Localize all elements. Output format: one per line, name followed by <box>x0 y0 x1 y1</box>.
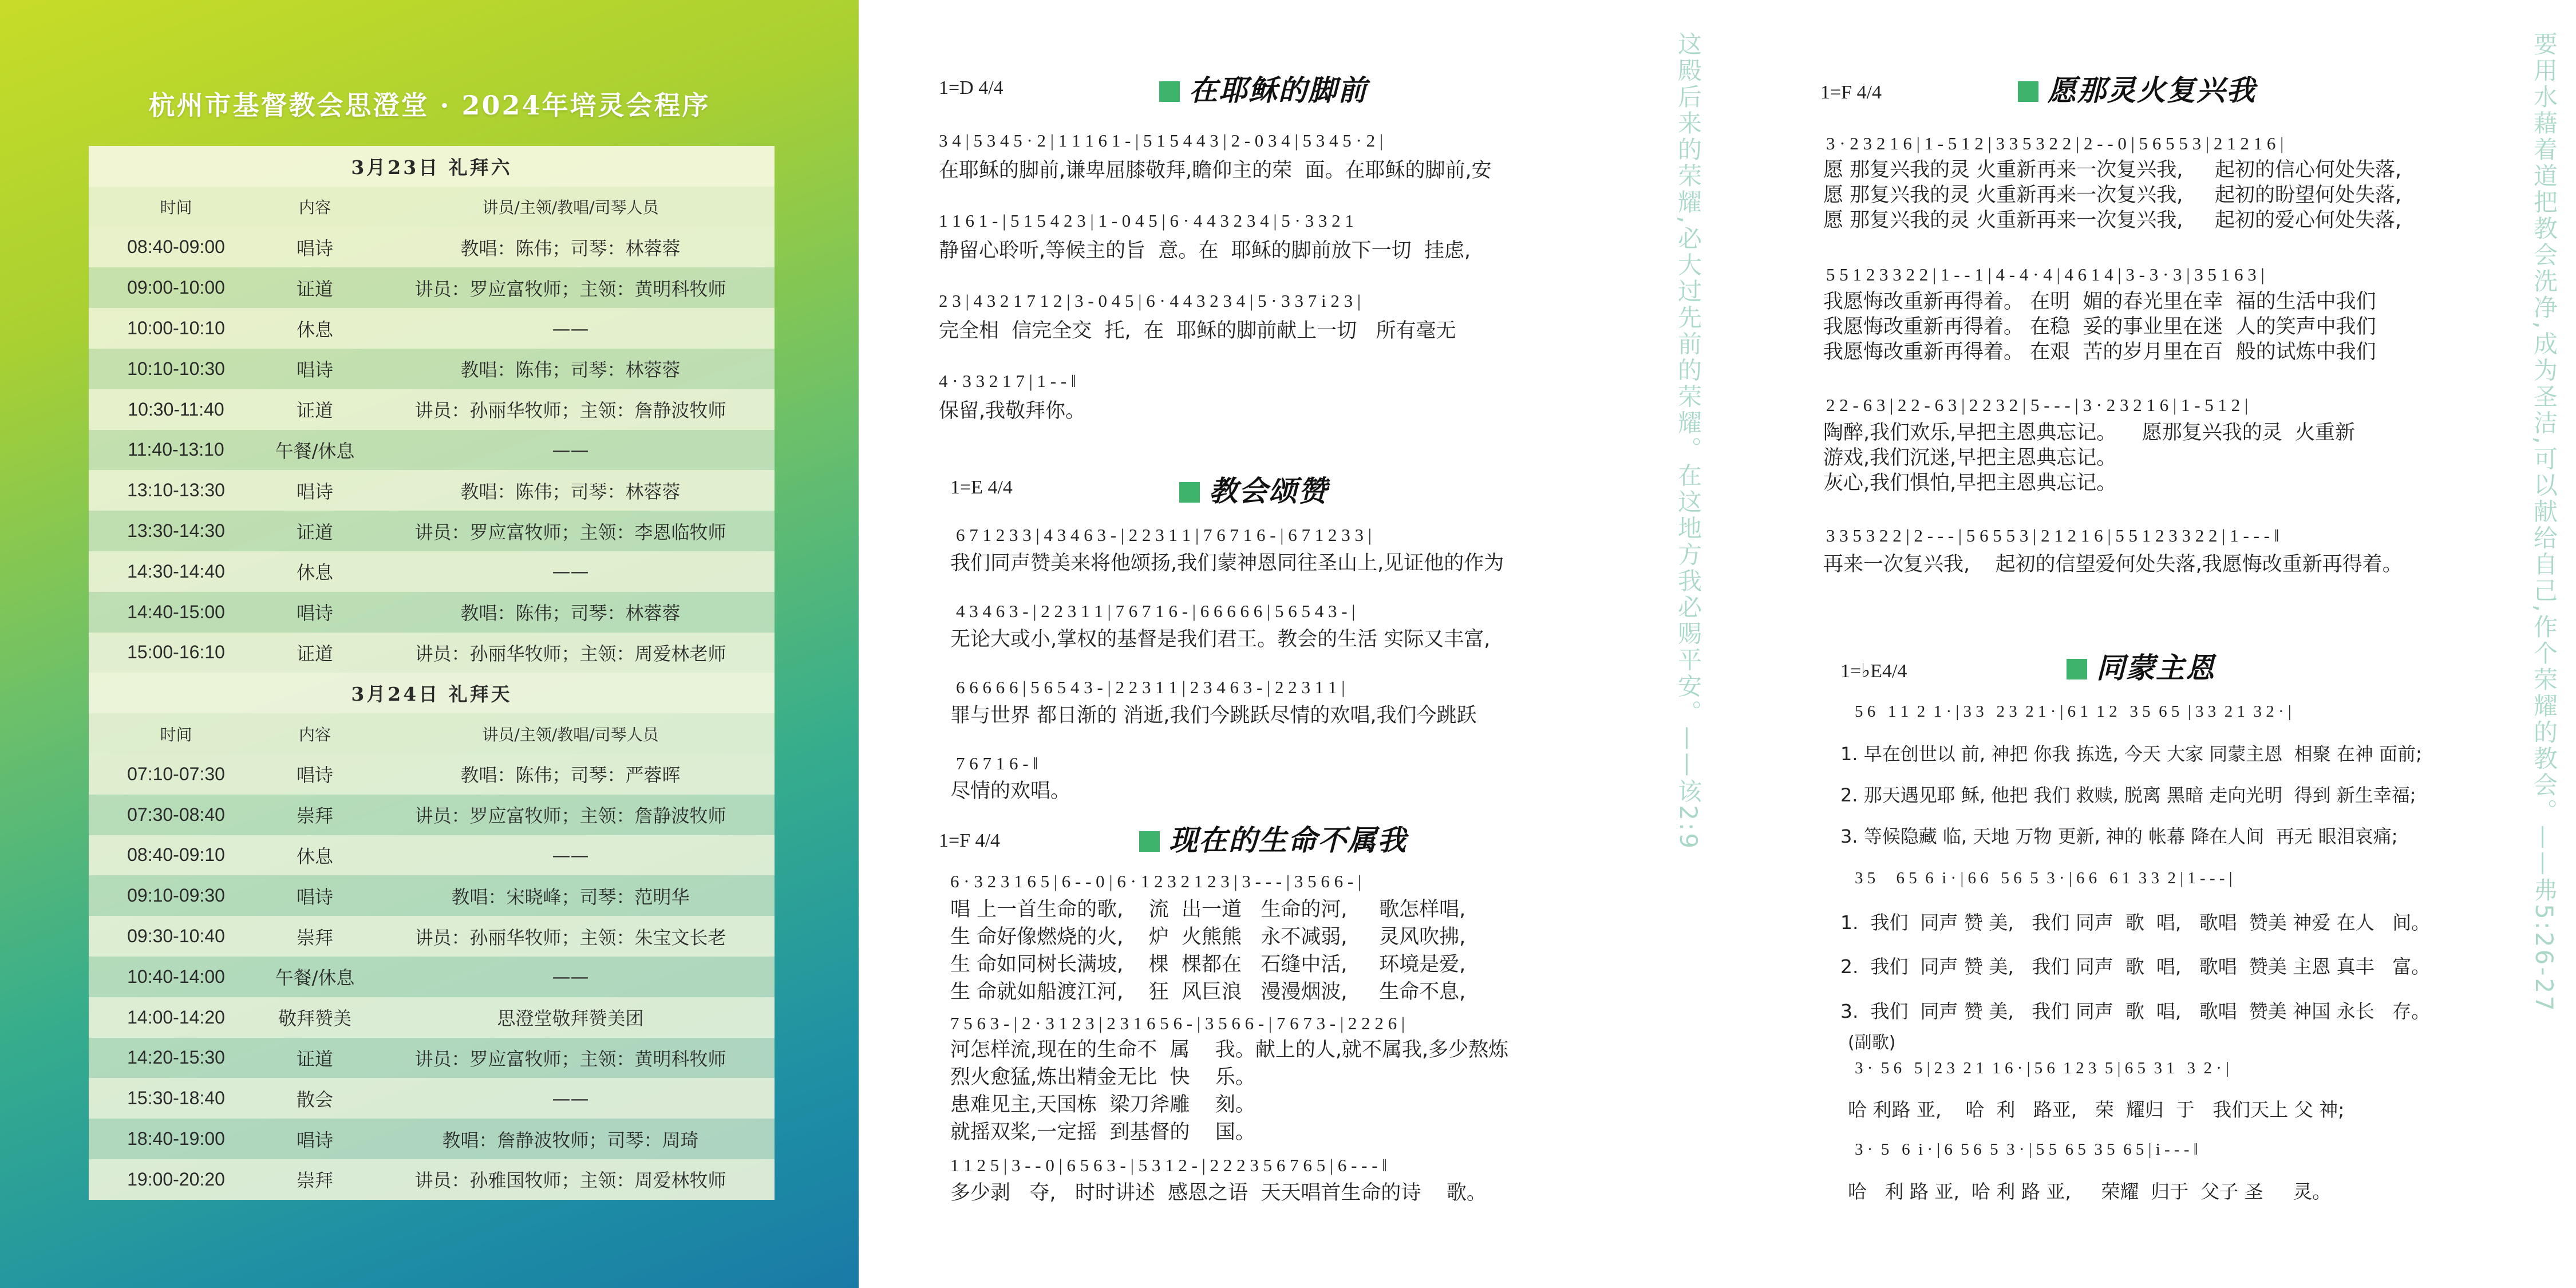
row-content: 敬拜赞美 <box>263 997 366 1038</box>
row-time: 07:30-08:40 <box>89 795 263 835</box>
notation-line: 6 · 3 2 3 1 6 5 | 6 - - 0 | 6 · 1 2 3 2 1 2 3 | 3 - - - | 3 5 6 6 - | <box>950 871 1362 891</box>
row-staff: —— <box>366 957 775 997</box>
notation-line: 2 2 - 6 3 | 2 2 - 6 3 | 2 2 3 2 | 5 - - - | 3 · 2 3 2 1 6 | 1 - 5 1 2 | <box>1826 395 2249 415</box>
lyric-lines: 唱 上一首生命的歌, 流 出一道 生命的河, 歌怎样唱, 生 命好像燃烧的火, 炉 火熊熊 永不减弱, 灵风吹拂, 生 命如同树长满坡, 棵 棵都在 石缝中活, 环境是爱, 生 命就如船渡江河, 狂 风巨浪 漫漫烟波, 生命不息, <box>950 898 1466 1003</box>
verse-line: 3. 等候隐藏 临, 天地 万物 更新, 神的 帐幕 降在人间 再无 眼泪哀痛; <box>1840 825 2398 847</box>
lyric-line: 多少剥 夺, 时时讲述 感恩之语 天天唱首生命的诗 歌。 <box>950 1182 1487 1204</box>
row-time: 14:20-15:30 <box>89 1038 263 1078</box>
notation-line: 6 7 1 2 3 3 | 4 3 4 6 3 - | 2 2 3 1 1 | 7 6 7 1 6 - | 6 7 1 2 3 3 | <box>956 525 1372 545</box>
row-staff: —— <box>366 308 775 349</box>
row-staff: —— <box>366 430 775 471</box>
row-time: 11:40-13:10 <box>89 430 263 471</box>
row-staff: 讲员：孙丽华牧师；主领：朱宝文长老 <box>366 916 775 957</box>
col-content: 内容 <box>263 713 366 754</box>
schedule-row <box>89 835 775 876</box>
row-staff: 教唱：陈伟；司琴：严蓉晖 <box>366 754 775 795</box>
row-staff: 讲员：孙丽华牧师；主领：周爱林老师 <box>366 633 775 673</box>
notation-line: 5 5 1 2 3 3 2 2 | 1 - - 1 | 4 - 4 · 4 | 4 6 1 4 | 3 - 3 · 3 | 3 5 1 6 3 | <box>1826 264 2265 285</box>
schedule-row <box>89 227 775 268</box>
row-content: 证道 <box>263 267 366 308</box>
row-time: 10:00-10:10 <box>89 308 263 349</box>
schedule-row <box>89 957 775 997</box>
row-content: 崇拜 <box>263 916 366 957</box>
song-title-text: 同蒙主恩 <box>2096 651 2215 685</box>
notation-line: 6 6 6 6 6 | 5 6 5 4 3 - | 2 2 3 1 1 | 2 3 4 6 3 - | 2 2 3 1 1 | <box>956 677 1345 697</box>
col-time: 时间 <box>89 713 263 754</box>
song-title-text: 愿那灵火复兴我 <box>2048 73 2256 107</box>
row-content: 唱诗 <box>263 875 366 916</box>
row-content: 散会 <box>263 1078 366 1119</box>
schedule-row <box>89 633 775 673</box>
notation-line: 3 · 5 6 5 | 2 3 2 1 1 6 · | 5 6 1 2 3 5 | 6 5 3 1 3 2 · | <box>1855 1059 2229 1077</box>
song-key: 1=E 4/4 <box>950 477 1013 498</box>
refrain-line: 哈 利路 亚, 哈 利 路亚, 荣 耀归 于 我们天上 父 神; <box>1848 1099 2345 1121</box>
row-staff: 讲员：罗应富牧师；主领：黄明科牧师 <box>366 267 775 308</box>
lyric-line: 完全相 信完全交 托, 在 耶稣的脚前献上一切 所有毫无 <box>939 319 1456 342</box>
songs-page-1 <box>859 0 1717 1288</box>
lyric-lines: 河怎样流,现在的生命不 属 我。献上的人,就不属我,多少熬炼 烈火愈猛,炼出精金无比 快 乐。 患难见主,天国栋 梁刀斧雕 刻。 就摇双桨,一定摇 到基督的 国。 <box>950 1038 1509 1144</box>
notation-line: 5 6 1 1 2 1 · | 3 3 2 3 2 1 · | 6 1 1 2 3 5 6 5 | 3 3 2 1 3 2 · | <box>1855 702 2291 721</box>
song-key: 1=♭E4/4 <box>1840 661 1907 682</box>
row-time: 13:30-14:30 <box>89 511 263 551</box>
row-staff: 教唱：陈伟；司琴：林蓉蓉 <box>366 592 775 633</box>
schedule-row <box>89 308 775 349</box>
song-title <box>2067 645 2215 686</box>
green-square-icon <box>1179 482 1200 503</box>
lyric-lines: 愿 那复兴我的灵 火重新再来一次复兴我, 起初的信心何处失落, 愿 那复兴我的灵 火重新再来一次复兴我, 起初的盼望何处失落, 愿 那复兴我的灵 火重新再来一次复兴我, 起初的爱心何处失落, <box>1823 159 2402 232</box>
song-title <box>1159 68 1368 109</box>
song-key: 1=D 4/4 <box>939 77 1003 98</box>
col-staff: 讲员/主领/教唱/司琴人员 <box>366 187 775 227</box>
song-title <box>1179 468 1328 509</box>
row-content: 唱诗 <box>263 592 366 633</box>
schedule-row <box>89 389 775 430</box>
row-staff: 教唱：陈伟；司琴：林蓉蓉 <box>366 470 775 511</box>
col-time: 时间 <box>89 187 263 227</box>
row-time: 10:10-10:30 <box>89 349 263 389</box>
green-square-icon <box>1159 81 1180 102</box>
notation-line: 1 1 2 5 | 3 - - 0 | 6 5 6 3 - | 5 3 1 2 - | 2 2 2 3 5 6 7 6 5 | 6 - - - ‖ <box>950 1155 1387 1175</box>
row-time: 07:10-07:30 <box>89 754 263 795</box>
song-title-text: 在耶稣的脚前 <box>1189 73 1368 107</box>
row-content: 崇拜 <box>263 795 366 835</box>
row-time: 13:10-13:30 <box>89 470 263 511</box>
schedule-row <box>89 997 775 1038</box>
row-time: 08:40-09:10 <box>89 835 263 876</box>
row-staff: 讲员：罗应富牧师；主领：詹静波牧师 <box>366 795 775 835</box>
schedule-row <box>89 551 775 592</box>
chorus-line: 2. 我们 同声 赞 美, 我们 同声 歌 唱, 歌唱 赞美 主恩 真丰 富。 <box>1840 955 2431 978</box>
row-time: 18:40-19:00 <box>89 1119 263 1159</box>
schedule-row <box>89 470 775 511</box>
green-square-icon <box>2067 659 2087 679</box>
col-staff: 讲员/主领/教唱/司琴人员 <box>366 713 775 754</box>
day-label: 3月24日 礼拜天 <box>89 673 775 713</box>
schedule-row <box>89 1078 775 1119</box>
notation-line: 4 3 4 6 3 - | 2 2 3 1 1 | 7 6 7 1 6 - | 6 6 6 6 6 | 5 6 5 4 3 - | <box>956 601 1356 621</box>
row-time: 14:40-15:00 <box>89 592 263 633</box>
row-staff: —— <box>366 1078 775 1119</box>
row-content: 唱诗 <box>263 754 366 795</box>
row-time: 15:00-16:10 <box>89 633 263 673</box>
row-time: 14:30-14:40 <box>89 551 263 592</box>
lyric-lines: 我愿悔改重新再得着。 在明 媚的春光里在幸 福的生活中我们 我愿悔改重新再得着。 在稳 妥的事业里在迷 人的笑声中我们 我愿悔改重新再得着。 在艰 苦的岁月里在百 般的试炼中我们 <box>1823 290 2376 364</box>
song-title <box>1139 817 1407 859</box>
song-title <box>2018 68 2256 109</box>
verse-line: 2. 那天遇见耶 稣, 他把 我们 救赎, 脱离 黑暗 走向光明 得到 新生幸福; <box>1840 784 2416 806</box>
lyric-line: 罪与世界 都日渐的 消逝,我们今跳跃尽情的欢唱,我们今跳跃 <box>950 704 1477 727</box>
row-time: 09:10-09:30 <box>89 875 263 916</box>
row-content: 休息 <box>263 308 366 349</box>
bible-verse-right: 要用水藉着道把教会洗净,成为圣洁,可以献给自己,作个荣耀的教会。——弗5:26-27 <box>2530 31 2558 1013</box>
schedule-row <box>89 430 775 471</box>
row-staff: 讲员：罗应富牧师；主领：李恩临牧师 <box>366 511 775 551</box>
notation-line: 3 4 | 5 3 4 5 · 2 | 1 1 1 6 1 - | 5 1 5 4 4 3 | 2 - 0 3 4 | 5 3 4 5 · 2 | <box>939 131 1384 151</box>
row-content: 唱诗 <box>263 470 366 511</box>
row-content: 唱诗 <box>263 349 366 389</box>
row-content: 午餐/休息 <box>263 430 366 471</box>
row-time: 19:00-20:20 <box>89 1159 263 1200</box>
schedule-row <box>89 754 775 795</box>
schedule-panel <box>0 0 859 1288</box>
lyric-line: 我们同声赞美来将他颂扬,我们蒙神恩同往圣山上,见证他的作为 <box>950 552 1504 575</box>
lyric-line: 静留心聆听,等候主的旨 意。在 耶稣的脚前放下一切 挂虑, <box>939 239 1471 262</box>
bible-verse-left: 这殿后来的荣耀,必大过先前的荣耀。在这地方我必赐平安。——该2:9 <box>1674 31 1702 851</box>
notation-line: 2 3 | 4 3 2 1 7 1 2 | 3 - 0 4 5 | 6 · 4 4 3 2 3 4 | 5 · 3 3 7 i 2 3 | <box>939 291 1361 311</box>
schedule-row <box>89 1038 775 1078</box>
row-staff: 教唱：宋晓峰；司琴：范明华 <box>366 875 775 916</box>
lyric-line: 保留,我敬拜你。 <box>939 400 1086 422</box>
schedule-row <box>89 1159 775 1200</box>
row-time: 08:40-09:00 <box>89 227 263 268</box>
lyric-line: 无论大或小,掌权的基督是我们君王。教会的生活 实际又丰富, <box>950 628 1491 651</box>
row-content: 证道 <box>263 389 366 430</box>
schedule-row <box>89 916 775 957</box>
row-staff: 教唱：陈伟；司琴：林蓉蓉 <box>366 227 775 268</box>
refrain-line: 哈 利 路 亚, 哈 利 路 亚, 荣耀 归于 父子 圣 灵。 <box>1848 1180 2332 1203</box>
day2-rows <box>89 754 775 1200</box>
song-title-text: 教会颂赞 <box>1209 474 1328 508</box>
schedule-row <box>89 511 775 551</box>
row-staff: 讲员：罗应富牧师；主领：黄明科牧师 <box>366 1038 775 1078</box>
row-content: 证道 <box>263 511 366 551</box>
verse-line: 1. 早在创世以 前, 神把 你我 拣选, 今天 大家 同蒙主恩 相聚 在神 面前; <box>1840 743 2422 765</box>
row-time: 15:30-18:40 <box>89 1078 263 1119</box>
notation-line: 3 · 5 6 i · | 6 5 6 5 3 · | 5 5 6 5 3 5 6 5 | i - - - ‖ <box>1855 1140 2198 1159</box>
row-content: 唱诗 <box>263 1119 366 1159</box>
notation-line: 3 3 5 3 2 2 | 2 - - - | 5 6 5 5 3 | 2 1 2 1 6 | 5 5 1 2 3 3 2 2 | 1 - - - ‖ <box>1826 526 2279 546</box>
row-staff: —— <box>366 551 775 592</box>
row-content: 午餐/休息 <box>263 957 366 997</box>
notation-line: 4 · 3 3 2 1 7 | 1 - - ‖ <box>939 371 1076 391</box>
green-square-icon <box>2018 81 2038 102</box>
notation-line: 3 · 2 3 2 1 6 | 1 - 5 1 2 | 3 3 5 3 2 2 | 2 - - 0 | 5 6 5 5 3 | 2 1 2 1 6 | <box>1826 133 2284 153</box>
schedule-row <box>89 267 775 308</box>
column-headers <box>89 187 775 227</box>
row-staff: 教唱：詹静波牧师；司琴：周琦 <box>366 1119 775 1159</box>
schedule-row <box>89 349 775 389</box>
schedule-table <box>89 146 775 1200</box>
row-content: 休息 <box>263 835 366 876</box>
lyric-line: 在耶稣的脚前,谦卑屈膝敬拜,瞻仰主的荣 面。在耶稣的脚前,安 <box>939 159 1492 182</box>
schedule-row <box>89 1119 775 1159</box>
row-time: 09:00-10:00 <box>89 267 263 308</box>
day-label: 3月23日 礼拜六 <box>89 146 775 187</box>
notation-line: 7 5 6 3 - | 2 · 3 1 2 3 | 2 3 1 6 5 6 - | 3 5 6 6 - | 7 6 7 3 - | 2 2 2 6 | <box>950 1013 1405 1033</box>
row-time: 10:30-11:40 <box>89 389 263 430</box>
program-title: 杭州市基督教会思澄堂 · 2024年培灵会程序 <box>148 90 710 121</box>
row-staff: —— <box>366 835 775 876</box>
chorus-line: 3. 我们 同声 赞 美, 我们 同声 歌 唱, 歌唱 赞美 神国 永长 存。 <box>1840 1000 2431 1022</box>
song-title-text: 现在的生命不属我 <box>1169 823 1407 857</box>
lyric-line: 尽情的欢唱。 <box>950 780 1071 803</box>
notation-line: 3 5 6 5 6 i · | 6 6 5 6 5 3 · | 6 6 6 1 3 3 2 | 1 - - - | <box>1855 869 2233 887</box>
row-staff: 教唱：陈伟；司琴：林蓉蓉 <box>366 349 775 389</box>
row-staff: 思澄堂敬拜赞美团 <box>366 997 775 1038</box>
column-headers <box>89 713 775 754</box>
row-content: 证道 <box>263 1038 366 1078</box>
lyric-line: 再来一次复兴我, 起初的信望爱何处失落,我愿悔改重新再得着。 <box>1823 553 2403 576</box>
song-key: 1=F 4/4 <box>1820 82 1882 103</box>
notation-line: 7 6 7 1 6 - ‖ <box>956 753 1038 773</box>
schedule-row <box>89 875 775 916</box>
col-content: 内容 <box>263 187 366 227</box>
schedule-row <box>89 795 775 835</box>
day1-rows <box>89 227 775 673</box>
row-time: 10:40-14:00 <box>89 957 263 997</box>
songs-page-2 <box>1717 0 2576 1288</box>
row-staff: 讲员：孙丽华牧师；主领：詹静波牧师 <box>366 389 775 430</box>
day-header <box>89 146 775 187</box>
row-content: 休息 <box>263 551 366 592</box>
refrain-label: (副歌) <box>1848 1033 1896 1053</box>
day-header <box>89 673 775 713</box>
row-staff: 讲员：孙雅国牧师；主领：周爱林牧师 <box>366 1159 775 1200</box>
row-content: 唱诗 <box>263 227 366 268</box>
song-key: 1=F 4/4 <box>939 830 1001 851</box>
schedule-row <box>89 592 775 633</box>
notation-line: 1 1 6 1 - | 5 1 5 4 2 3 | 1 - 0 4 5 | 6 · 4 4 3 2 3 4 | 5 · 3 3 2 1 <box>939 211 1354 231</box>
row-time: 09:30-10:40 <box>89 916 263 957</box>
chorus-line: 1. 我们 同声 赞 美, 我们 同声 歌 唱, 歌唱 赞美 神爱 在人 间。 <box>1840 911 2431 934</box>
row-time: 14:00-14:20 <box>89 997 263 1038</box>
green-square-icon <box>1139 831 1160 852</box>
lyric-lines: 陶醉,我们欢乐,早把主恩典忘记。 愿那复兴我的灵 火重新 游戏,我们沉迷,早把主恩典忘记。 灰心,我们惧怕,早把主恩典忘记。 <box>1823 421 2356 495</box>
row-content: 崇拜 <box>263 1159 366 1200</box>
row-content: 证道 <box>263 633 366 673</box>
